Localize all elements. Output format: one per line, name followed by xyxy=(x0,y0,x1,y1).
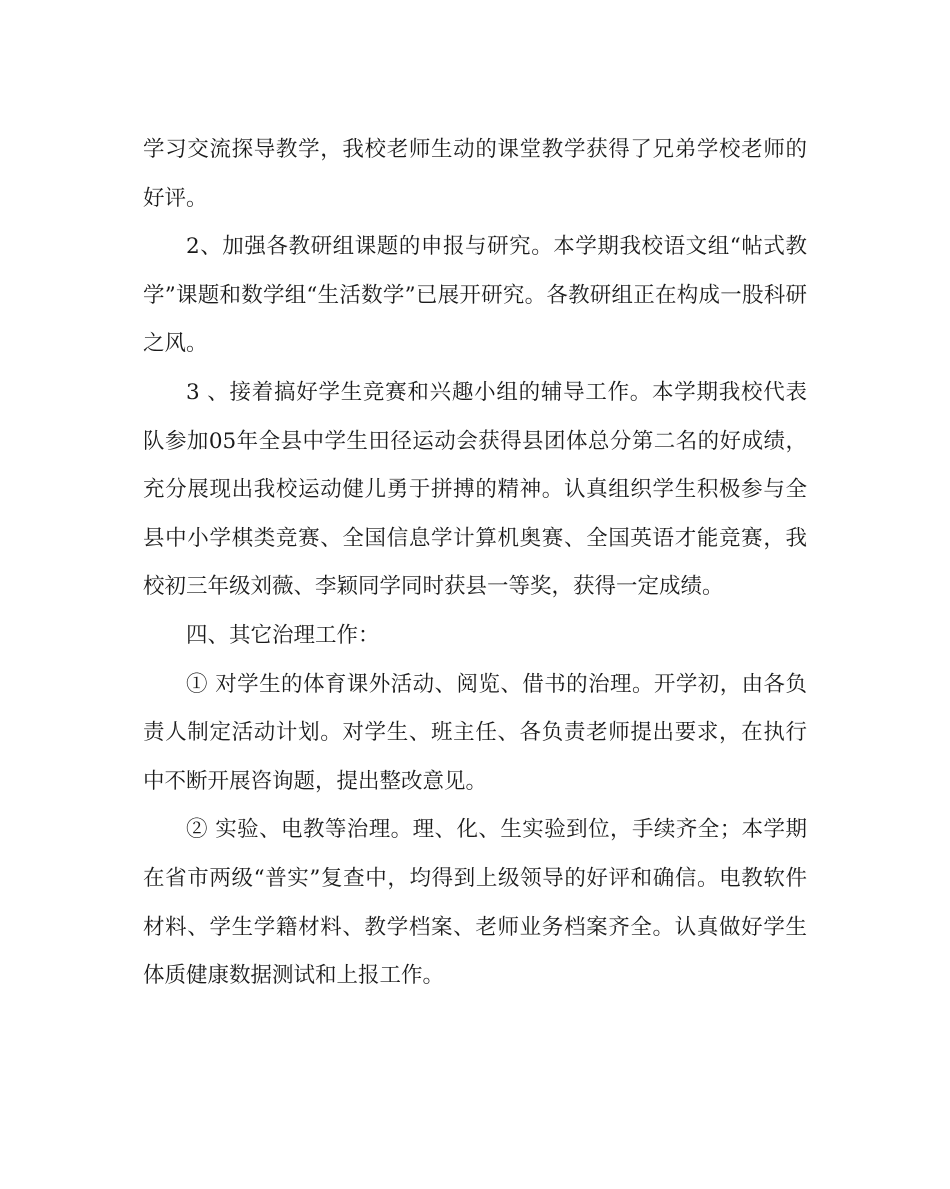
paragraph-continuation: 学习交流探导教学，我校老师生动的课堂教学获得了兄弟学校老师的好评。 xyxy=(143,137,807,211)
paragraph-sub-1-activities: ① 对学生的体育课外活动、阅览、借书的治理。开学初，由各负责人制定活动计划。对学生、班主任、各负责老师提出要求，在执行中不断开展咨询题，提出整改意见。 xyxy=(143,671,807,794)
document-body xyxy=(143,126,807,1001)
paragraph-item-3-competitions: 3 、接着搞好学生竞赛和兴趣小组的辅导工作。本学期我校代表队参加05年全县中学生田径运动会获得县团体总分第二名的好成绩，充分展现出我校运动健儿勇于拼搏的精神。认真组织学生积极参与全县中小学棋类竞赛、全国信息学计算机奥赛、全国英语才能竞赛，我校初三年级刘薇、李颖同学同时获县一等奖，获得一定成绩。 xyxy=(143,379,807,600)
section-heading-other-management: 四、其它治理工作： xyxy=(186,622,380,648)
paragraph-item-2-research: 2、加强各教研组课题的申报与研究。本学期我校语文组“帖式教学”课题和数学组“生活数学”已展开研究。各教研组正在构成一股科研之风。 xyxy=(143,234,807,357)
paragraph-sub-2-experiments: ② 实验、电教等治理。理、化、生实验到位，手续齐全；本学期在省市两级“普实”复查中，均得到上级领导的好评和确信。电教软件材料、学生学籍材料、教学档案、老师业务档案齐全。认真做好学生体质健康数据测试和上报工作。 xyxy=(143,817,807,989)
